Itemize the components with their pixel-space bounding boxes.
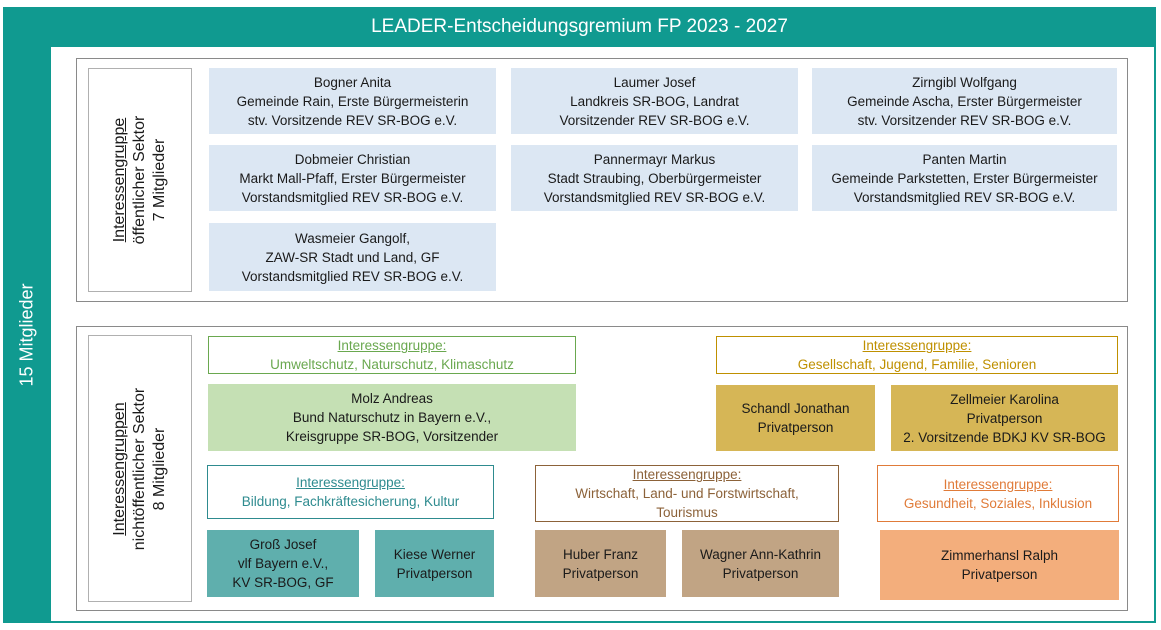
member-name: Pannermayr Markus: [593, 151, 716, 167]
member-role: Vorstandsmitglied REV SR-BOG e.V.: [241, 189, 464, 205]
member-card: [209, 68, 496, 134]
member-role: Vorstandsmitglied REV SR-BOG e.V.: [543, 189, 766, 205]
member-role: Vorstandsmitglied REV SR-BOG e.V.: [853, 189, 1076, 205]
interest-group-health: [877, 465, 1119, 522]
member-name: Groß Josef: [249, 537, 317, 552]
member-role: stv. Vorsitzende REV SR-BOG e.V.: [247, 112, 458, 128]
member-name: Schandl Jonathan: [741, 401, 850, 416]
diagram-title: LEADER-Entscheidungsgremium FP 2023 - 2027: [371, 16, 788, 37]
private-sector-label-name: nichtöffentlicher Sektor: [131, 387, 148, 550]
public-sector-label-name: öffentlicher Sektor: [131, 115, 148, 245]
member-name: Dobmeier Christian: [294, 151, 411, 167]
member-role: Privatperson: [966, 410, 1043, 426]
member-role: Bund Naturschutz in Bayern e.V.,: [292, 410, 492, 425]
member-role: vlf Bayern e.V.,: [237, 556, 329, 571]
member-role: 2. Vorsitzende BDKJ KV SR-BOG: [903, 429, 1106, 445]
group-heading: Interessengruppe:: [337, 338, 447, 353]
member-role: Privatperson: [757, 420, 834, 435]
member-name: Zirngibl Wolfgang: [912, 74, 1017, 90]
public-sector-label-heading: Interessengruppe: [111, 117, 128, 243]
member-card: [511, 145, 798, 211]
public-sector-label-count: 7 Mitglieder: [151, 138, 168, 222]
group-heading: Interessengruppe:: [862, 338, 972, 353]
total-members-label: 15 Mitglieder: [16, 283, 37, 387]
private-sector-label: [88, 335, 192, 602]
group-topic: Umweltschutz, Naturschutz, Klimaschutz: [270, 357, 514, 372]
member-role: Markt Mall-Pfaff, Erster Bürgermeister: [239, 170, 466, 186]
member-role: Privatperson: [722, 565, 799, 581]
member-role: ZAW-SR Stadt und Land, GF: [265, 249, 440, 265]
member-name: Laumer Josef: [613, 74, 696, 90]
member-card: [209, 223, 496, 291]
member-name: Zellmeier Karolina: [950, 391, 1059, 407]
member-card: [207, 530, 359, 597]
member-card: [682, 530, 839, 597]
member-card: [209, 145, 496, 211]
group-topic: Wirtschaft, Land- und Forstwirtschaft,: [575, 486, 799, 501]
member-card: [812, 145, 1117, 211]
member-name: Wasmeier Gangolf,: [294, 230, 411, 246]
member-card: [716, 385, 875, 451]
interest-group-economy: [535, 465, 839, 522]
member-card: [880, 530, 1119, 600]
member-role: Gemeinde Parkstetten, Erster Bürgermeister: [831, 170, 1098, 186]
group-heading: Interessengruppe:: [632, 467, 742, 482]
total-members-sidebar: [3, 47, 51, 623]
group-topic: Tourismus: [656, 505, 718, 520]
member-card: [208, 384, 576, 451]
private-sector-label-count: 8 Mitglieder: [151, 427, 168, 510]
member-card: [812, 68, 1117, 134]
member-name: Wagner Ann-Kathrin: [699, 546, 822, 562]
member-role: Gemeinde Rain, Erste Bürgermeisterin: [236, 93, 469, 109]
member-role: Gemeinde Ascha, Erster Bürgermeister: [847, 93, 1082, 109]
member-role: Vorstandsmitglied REV SR-BOG e.V.: [241, 268, 464, 284]
interest-group-environment: [208, 336, 576, 374]
member-role: Privatperson: [562, 565, 639, 581]
member-role: Vorsitzender REV SR-BOG e.V.: [559, 112, 750, 128]
member-role: Landkreis SR-BOG, Landrat: [570, 93, 739, 109]
member-role: Kreisgruppe SR-BOG, Vorsitzender: [285, 429, 499, 444]
member-name: Huber Franz: [562, 546, 639, 562]
group-topic: Bildung, Fachkräftesicherung, Kultur: [241, 494, 460, 509]
member-role: Privatperson: [961, 567, 1038, 582]
group-heading: Interessengruppe:: [296, 475, 405, 490]
group-topic: Gesellschaft, Jugend, Familie, Senioren: [797, 357, 1037, 372]
member-name: Zimmerhansl Ralph: [940, 548, 1059, 563]
interest-group-education: [207, 465, 494, 519]
member-name: Panten Martin: [922, 151, 1007, 167]
public-sector-label: [88, 68, 192, 292]
member-name: Bogner Anita: [313, 74, 392, 90]
member-role: KV SR-BOG, GF: [232, 575, 334, 590]
interest-group-society: [716, 336, 1118, 374]
member-role: Privatperson: [396, 565, 473, 581]
member-card: [511, 68, 798, 134]
group-topic: Gesundheit, Soziales, Inklusion: [903, 495, 1093, 511]
member-role: Stadt Straubing, Oberbürgermeister: [547, 170, 762, 186]
group-heading: Interessengruppe:: [943, 476, 1053, 492]
member-name: Molz Andreas: [351, 391, 433, 406]
member-card: [535, 530, 666, 597]
member-card: [375, 530, 494, 597]
member-card: [891, 385, 1118, 451]
member-name: Kiese Werner: [393, 546, 476, 562]
member-role: stv. Vorsitzender REV SR-BOG e.V.: [857, 112, 1072, 128]
private-sector-label-heading: Interessengruppen: [111, 401, 128, 536]
